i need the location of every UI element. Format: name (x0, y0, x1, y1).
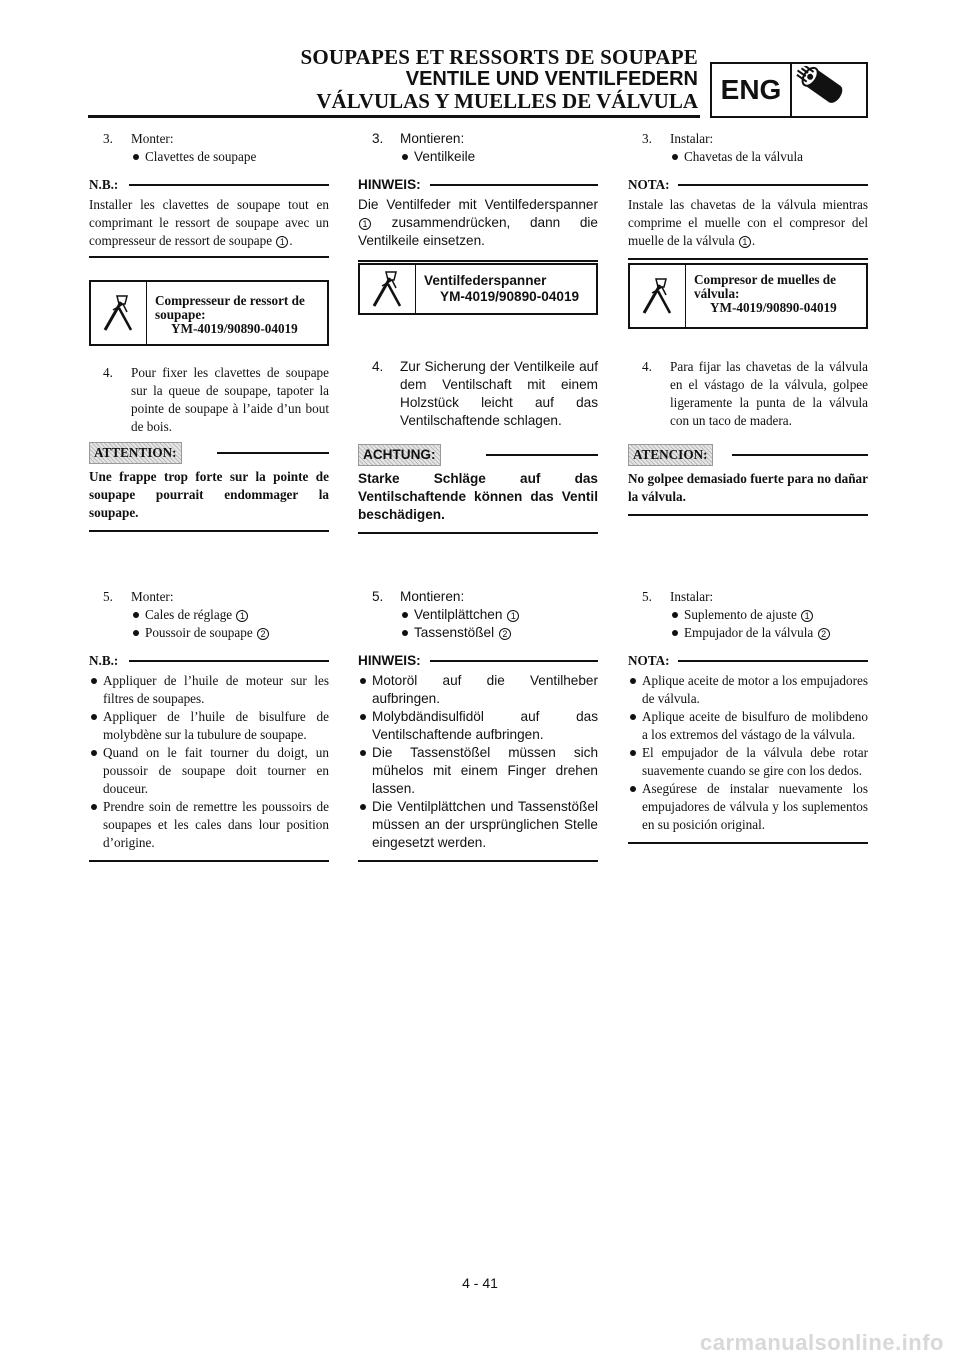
list-item: Asegúrese de instalar nuevamente los empujadores de válvula y los suplementos en su posición original. (628, 780, 868, 834)
list-item (400, 624, 598, 642)
es-step-5 (628, 588, 868, 642)
list-item: Prendre soin de remettre les poussoirs de soupapes et les cales dans lour position d’origine. (89, 798, 329, 852)
note-body: zusammendrücken, dann die Ventilkeile einsetzen. (358, 215, 598, 248)
ref-marker: 1 (276, 236, 288, 248)
title-de: VENTILE UND VENTILFEDERN (405, 68, 698, 90)
es-tool-box (628, 263, 868, 329)
warning-label: ATENCION: (628, 444, 713, 466)
list-item (670, 606, 868, 624)
de-note-1 (358, 176, 598, 262)
list-item: Appliquer de l’huile de moteur sur les filtres de soupapes. (89, 672, 329, 708)
step-text: Pour fixer les clavettes de soupape sur la queue de soupape, tapoter la pointe de soupape à l’aide d’un bout de bois. (131, 365, 329, 434)
list-item (670, 624, 868, 642)
step-text: Zur Sicherung der Ventilkeile auf dem Ventilschaft mit einem Holzstück leicht auf das Ventilschaftende schlagen. (400, 359, 598, 428)
de-step-4 (358, 358, 598, 430)
item-label: Tassenstößel (414, 625, 495, 640)
step-title: Instalar: (670, 131, 714, 146)
section-badge (710, 62, 868, 118)
warning-text: Starke Schläge auf das Ventilschaftende können das Ventil beschädigen. (358, 471, 598, 522)
step-text: Para fijar las chavetas de la válvula en el vástago de la válvula, golpee ligeramente la punta de la válvula con un taco de madera. (670, 359, 868, 428)
tool-name: Compresor de muelles de válvula: (694, 272, 836, 301)
es-note-1 (628, 176, 868, 260)
ref-marker: 1 (359, 218, 371, 230)
step-number: 4. (372, 359, 384, 374)
note-body: Die Ventilfeder mit Ventilfederspanner (358, 197, 598, 212)
step-number: 3. (372, 131, 384, 146)
de-note-2 (358, 652, 598, 862)
fr-step-4 (89, 364, 329, 436)
de-step-5 (358, 588, 598, 642)
fr-step-3 (89, 130, 329, 166)
step-title: Montieren: (400, 131, 465, 146)
es-warning (628, 444, 868, 516)
de-tool-box (358, 263, 598, 315)
step-title: Monter: (131, 131, 174, 146)
note-head: HINWEIS: (358, 177, 421, 192)
section-tag: ENG (712, 64, 792, 116)
list-item: Die Ventilplättchen und Tassenstößel müssen an der ursprünglichen Stelle eingesetzt werden. (358, 798, 598, 852)
fr-step-5 (89, 588, 329, 642)
list-item: Quand on le fait tourner du doigt, un poussoir de soupape doit tourner en douceur. (89, 744, 329, 798)
step-number: 4. (642, 359, 652, 374)
note-head: HINWEIS: (358, 653, 421, 668)
list-item: Die Tassenstößel müssen sich mühelos mit einem Finger drehen lassen. (358, 744, 598, 798)
ref-marker: 1 (507, 610, 519, 622)
step-number: 3. (642, 131, 652, 146)
list-item: El empujador de la válvula debe rotar suavemente cuando se gire con los dedos. (628, 744, 868, 780)
step-title: Monter: (131, 589, 174, 604)
fr-note-2 (89, 652, 329, 862)
note-text: Installer les clavettes de soupape tout en comprimant le ressort de soupape avec un compresseur de ressort de soupape 1 . (89, 197, 329, 248)
tool-code: YM-4019/90890-04019 (440, 289, 580, 304)
title-es: VÁLVULAS Y MUELLES DE VÁLVULA (316, 89, 698, 113)
list-item: Molybdändisulfidöl auf das Ventilschaftende aufbringen. (358, 708, 598, 744)
list-item: Aplique aceite de motor a los empujadores de válvula. (628, 672, 868, 708)
note-head: N.B.: (89, 653, 119, 668)
note-head: N.B.: (89, 177, 119, 192)
watermark: carmanualsonline.info (700, 1330, 944, 1355)
note-head: NOTA: (628, 653, 670, 668)
item-label: Poussoir de soupape (145, 625, 253, 640)
ref-marker: 2 (818, 628, 830, 640)
tool-code: YM-4019/90890-04019 (710, 300, 837, 315)
page-number: 4 - 41 (462, 1275, 498, 1291)
ref-marker: 2 (499, 628, 511, 640)
item-label: Ventilplättchen (414, 607, 503, 622)
step-title: Montieren: (400, 589, 465, 604)
ref-marker: 1 (739, 236, 751, 248)
list-item: Ventilkeile (400, 148, 598, 166)
ref-marker: 2 (257, 628, 269, 640)
es-step-3 (628, 130, 868, 166)
item-label: Empujador de la válvula (684, 625, 814, 640)
list-item: Chavetas de la válvula (670, 148, 868, 166)
note-text (358, 196, 598, 250)
list-item: Clavettes de soupape (131, 148, 329, 166)
list-item: Appliquer de l’huile de bisulfure de molybdène sur la tubulure de soupape. (89, 708, 329, 744)
es-note-2 (628, 652, 868, 844)
fr-tool-box (89, 280, 329, 346)
engine-bolt-icon (792, 64, 866, 116)
ref-marker: 1 (236, 610, 248, 622)
note-body: Installer les clavettes de soupape tout en comprimant le ressort de soupape avec un compresseur de ressort de soupape (89, 197, 329, 248)
list-item: Motoröl auf die Ventilheber aufbringen. (358, 672, 598, 708)
list-item: Aplique aceite de bisulfuro de molibdeno a los extremos del vástago de la válvula. (628, 708, 868, 744)
step-number: 4. (103, 365, 113, 380)
fr-warning (89, 442, 329, 532)
note-text: Instale las chavetas de la válvula mientras comprime el muelle con el compresor del muelle de la válvula 1 . (628, 197, 868, 248)
step-title: Instalar: (670, 589, 714, 604)
list-item (131, 624, 329, 642)
warning-text: No golpee demasiado fuerte para no dañar la válvula. (628, 471, 868, 504)
list-item (400, 606, 598, 624)
item-label: Suplemento de ajuste (684, 607, 797, 622)
step-number: 5. (372, 589, 384, 604)
step-number: 5. (642, 589, 652, 604)
fr-note-1 (89, 176, 329, 258)
wrench-screwdriver-icon (91, 282, 147, 344)
de-warning (358, 444, 598, 534)
header-rule (88, 115, 700, 118)
tool-name: Compresseur de ressort de soupape: (155, 293, 305, 322)
warning-label: ACHTUNG: (358, 444, 441, 466)
item-label: Cales de réglage (145, 607, 233, 622)
es-step-4 (628, 358, 868, 430)
ref-marker: 1 (801, 610, 813, 622)
tool-code: YM-4019/90890-04019 (171, 321, 298, 336)
wrench-screwdriver-icon (360, 265, 416, 313)
tool-name: Ventilfederspanner (424, 273, 547, 288)
de-step-3 (358, 130, 598, 166)
list-item (131, 606, 329, 624)
wrench-screwdriver-icon (630, 265, 686, 327)
note-head: NOTA: (628, 177, 670, 192)
step-number: 5. (103, 589, 113, 604)
page-title (300, 46, 698, 112)
step-number: 3. (103, 131, 113, 146)
warning-text: Une frappe trop forte sur la pointe de soupape pourrait endommager la soupape. (89, 469, 329, 520)
note-body: Instale las chavetas de la válvula mientras comprime el muelle con el compresor del muelle de la válvula (628, 197, 868, 248)
warning-label: ATTENTION: (89, 442, 182, 464)
title-fr: SOUPAPES ET RESSORTS DE SOUPAPE (300, 45, 698, 69)
